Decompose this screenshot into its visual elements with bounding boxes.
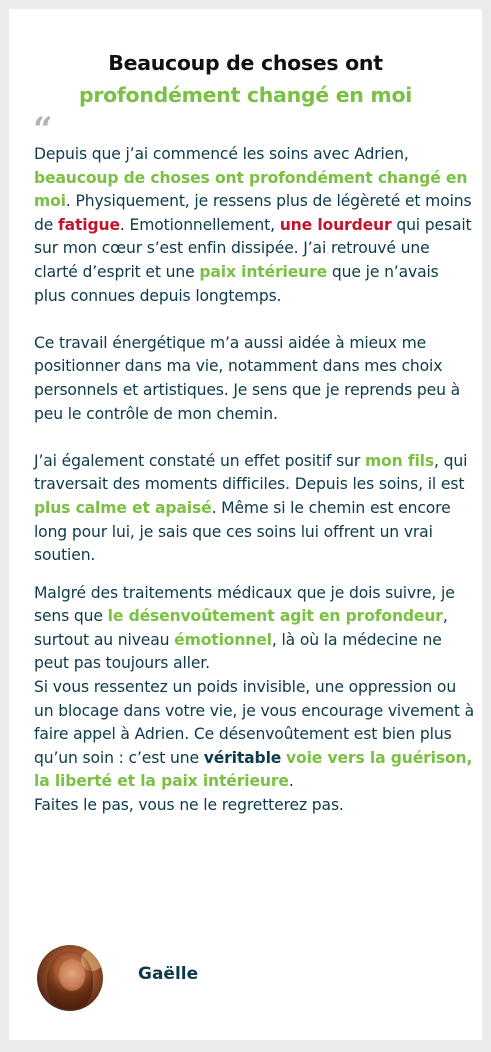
p1-text-4: qui pesait sur mon cœur s’est enfin dissipée. J’ai retrouvé une clarté d’esprit et une xyxy=(34,215,472,281)
paragraph-3 xyxy=(34,450,474,568)
p3-text-3: . Même si le chemin est encore long pour lui, je sais que ces soins lui offrent un vrai soutien. xyxy=(34,498,451,565)
p3-highlight-calme: plus calme et apaisé xyxy=(34,498,212,517)
p4-highlight-voie: voie vers la guérison, la liberté et la paix intérieure xyxy=(34,748,473,791)
p2-text-1: Ce travail énergétique m’a aussi aidée à mieux me positionner dans ma vie, notamment dans mes choix personnels et artistiques. Je sens que je reprends peu à peu le contrôle de mon chemin. xyxy=(34,333,461,423)
quote-mark-icon: “ xyxy=(33,110,53,150)
p1-highlight-paix: paix intérieure xyxy=(199,262,328,281)
testimonial-title xyxy=(9,47,482,111)
p1-highlight-lourdeur: une lourdeur xyxy=(279,215,392,234)
p4-text-4: Si vous ressentez un poids invisible, une oppression ou un blocage dans votre vie, je vous encourage vivement à faire appel à Adrien. Ce désenvoûtement est bien plus qu’un soin : c’est une xyxy=(34,678,474,767)
p1-highlight-fatigue: fatigue xyxy=(58,215,120,234)
p4-text-1: Malgré des traitements médicaux que je dois suivre, je sens que xyxy=(34,583,455,626)
p4-highlight-emotionnel: émotionnel xyxy=(174,630,272,649)
p1-highlight-changed: beaucoup de choses ont profondément changé en moi xyxy=(34,168,468,211)
testimonial-card xyxy=(9,9,482,1040)
testimonial-body xyxy=(34,143,474,818)
p4-highlight-desenvoutement: le désenvoûtement agit en profondeur xyxy=(107,607,443,626)
p4-text-2: , surtout au niveau xyxy=(34,607,448,649)
avatar-face xyxy=(59,959,85,991)
p3-text-1: J’ai également constaté un effet positif sur xyxy=(34,451,365,470)
p4-text-7: Faites le pas, vous ne le regretterez pas. xyxy=(34,796,344,815)
paragraph-1 xyxy=(34,143,474,308)
title-line-1: Beaucoup de choses ont xyxy=(108,51,383,75)
paragraph-2 xyxy=(34,332,474,426)
avatar xyxy=(37,945,103,1011)
p3-highlight-fils: mon fils xyxy=(364,451,435,470)
p1-text-2: . Physiquement, je ressens plus de légèreté et moins de xyxy=(34,192,472,234)
paragraph-4 xyxy=(34,582,474,818)
author-name: Gaëlle xyxy=(138,964,199,984)
title-line-2: profondément changé en moi xyxy=(78,83,413,107)
p1-text-5: que je n’avais plus connues depuis longtemps. xyxy=(34,262,439,305)
p4-text-6: . xyxy=(288,772,294,791)
p4-text-3: , là où la médecine ne peut pas toujours aller. xyxy=(34,630,442,673)
p1-text-3: . Emotionnellement, xyxy=(119,215,280,234)
p4-highlight-veritable: véritable xyxy=(203,748,282,767)
p3-text-2: , qui traversait des moments difficiles. Depuis les soins, il est xyxy=(34,451,468,494)
p1-text-1: Depuis que j’ai commencé les soins avec Adrien, xyxy=(34,145,409,163)
